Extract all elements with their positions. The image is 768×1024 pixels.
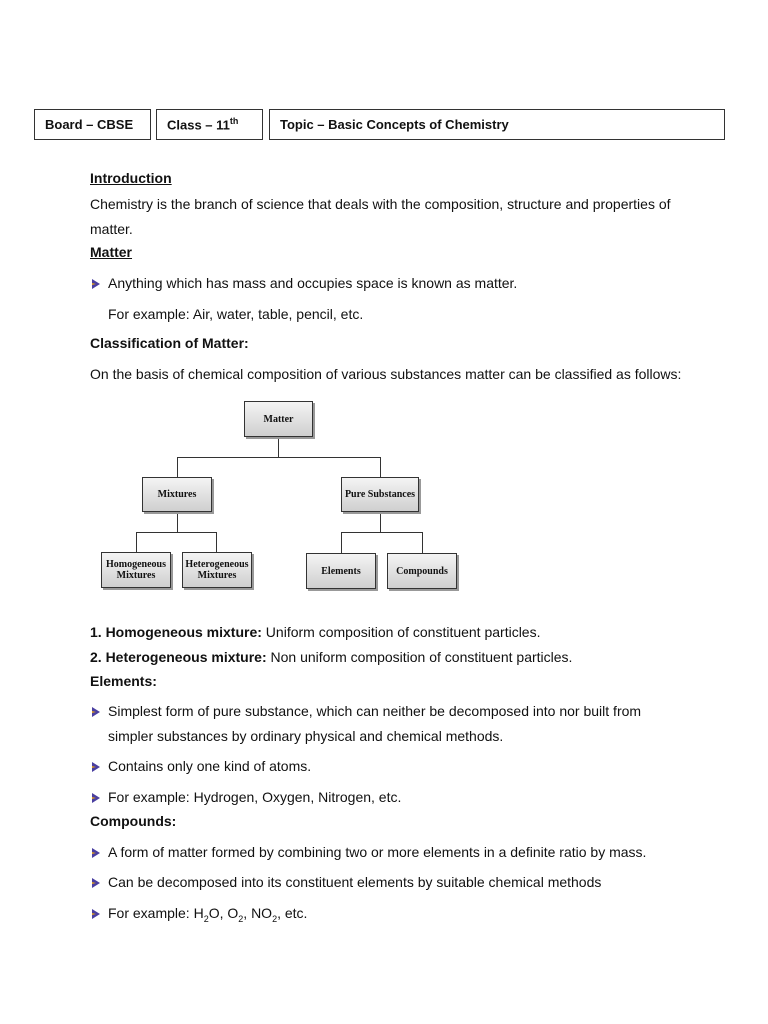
bullet-arrow-icon	[92, 707, 100, 717]
formula-text: For example: H	[108, 905, 204, 921]
bullet-arrow-icon	[92, 878, 100, 888]
elements-bullet-1-line-2: simpler substances by ordinary physical and chemical methods.	[108, 728, 504, 744]
node-text: Mixtures	[116, 570, 156, 581]
heterogeneous-definition	[90, 649, 572, 665]
bullet-arrow-icon	[92, 848, 100, 858]
intro-line-1: Chemistry is the branch of science that deals with the composition, structure and properties of	[90, 196, 671, 212]
intro-line-2: matter.	[90, 221, 133, 237]
connector-line	[136, 532, 217, 533]
diagram-node-pure-substances: Pure Substances	[341, 477, 419, 512]
bullet-arrow-icon	[92, 909, 100, 919]
compounds-heading: Compounds:	[90, 813, 177, 829]
matter-bullet-1: Anything which has mass and occupies space is known as matter.	[108, 275, 518, 291]
diagram-node-elements: Elements	[306, 553, 376, 589]
subscript: 2	[238, 913, 244, 924]
class-text: Class – 11	[167, 117, 230, 133]
intro-heading: Introduction	[90, 170, 172, 186]
diagram-node-compounds: Compounds	[387, 553, 457, 589]
connector-line	[177, 457, 178, 477]
formula-text: O, O	[208, 905, 239, 921]
homogeneous-label: 1. Homogeneous mixture:	[90, 624, 262, 640]
heterogeneous-text: Non uniform composition of constituent particles.	[266, 649, 573, 665]
connector-line	[177, 457, 381, 458]
subscript: 2	[203, 913, 209, 924]
elements-bullet-2: Contains only one kind of atoms.	[108, 758, 312, 774]
topic-box	[269, 109, 725, 140]
heterogeneous-label: 2. Heterogeneous mixture:	[90, 649, 267, 665]
compounds-bullet-3	[108, 905, 307, 924]
diagram-node-matter: Matter	[244, 401, 313, 437]
connector-line	[380, 457, 381, 477]
diagram-node-heterogeneous-mixtures	[182, 552, 252, 588]
compounds-bullet-1: A form of matter formed by combining two or more elements in a definite ratio by mass.	[108, 844, 647, 860]
matter-example: For example: Air, water, table, pencil, etc.	[108, 306, 364, 322]
elements-bullet-3: For example: Hydrogen, Oxygen, Nitrogen, etc.	[108, 789, 402, 805]
connector-line	[380, 512, 381, 532]
compounds-bullet-2: Can be decomposed into its constituent elements by suitable chemical methods	[108, 874, 602, 890]
homogeneous-definition	[90, 624, 541, 640]
classification-text: On the basis of chemical composition of various substances matter can be classified as follows:	[90, 366, 682, 382]
topic-label: Topic – Basic Concepts of Chemistry	[280, 117, 509, 132]
bullet-arrow-icon	[92, 762, 100, 772]
formula-text: , etc.	[277, 905, 308, 921]
board-label: Board – CBSE	[45, 117, 134, 132]
connector-line	[136, 532, 137, 552]
node-text: Homogeneous	[106, 559, 166, 570]
classification-heading: Classification of Matter:	[90, 335, 249, 351]
bullet-arrow-icon	[92, 793, 100, 803]
connector-line	[422, 532, 423, 553]
elements-heading: Elements:	[90, 673, 157, 689]
diagram-node-mixtures: Mixtures	[142, 477, 212, 512]
class-sup: th	[229, 116, 239, 127]
connector-line	[341, 532, 342, 553]
bullet-arrow-icon	[92, 279, 100, 289]
class-label	[167, 116, 238, 132]
connector-line	[278, 437, 279, 457]
connector-line	[341, 532, 423, 533]
formula-text: , NO	[243, 905, 273, 921]
homogeneous-text: Uniform composition of constituent particles.	[261, 624, 541, 640]
node-text: Heterogeneous	[185, 559, 249, 570]
matter-heading: Matter	[90, 244, 133, 260]
class-box	[156, 109, 263, 140]
connector-line	[216, 532, 217, 552]
diagram-node-homogeneous-mixtures	[101, 552, 171, 588]
elements-bullet-1-line-1: Simplest form of pure substance, which can neither be decomposed into nor built from	[108, 703, 642, 719]
connector-line	[177, 512, 178, 532]
subscript: 2	[272, 913, 278, 924]
board-box	[34, 109, 151, 140]
node-text: Mixtures	[197, 570, 237, 581]
